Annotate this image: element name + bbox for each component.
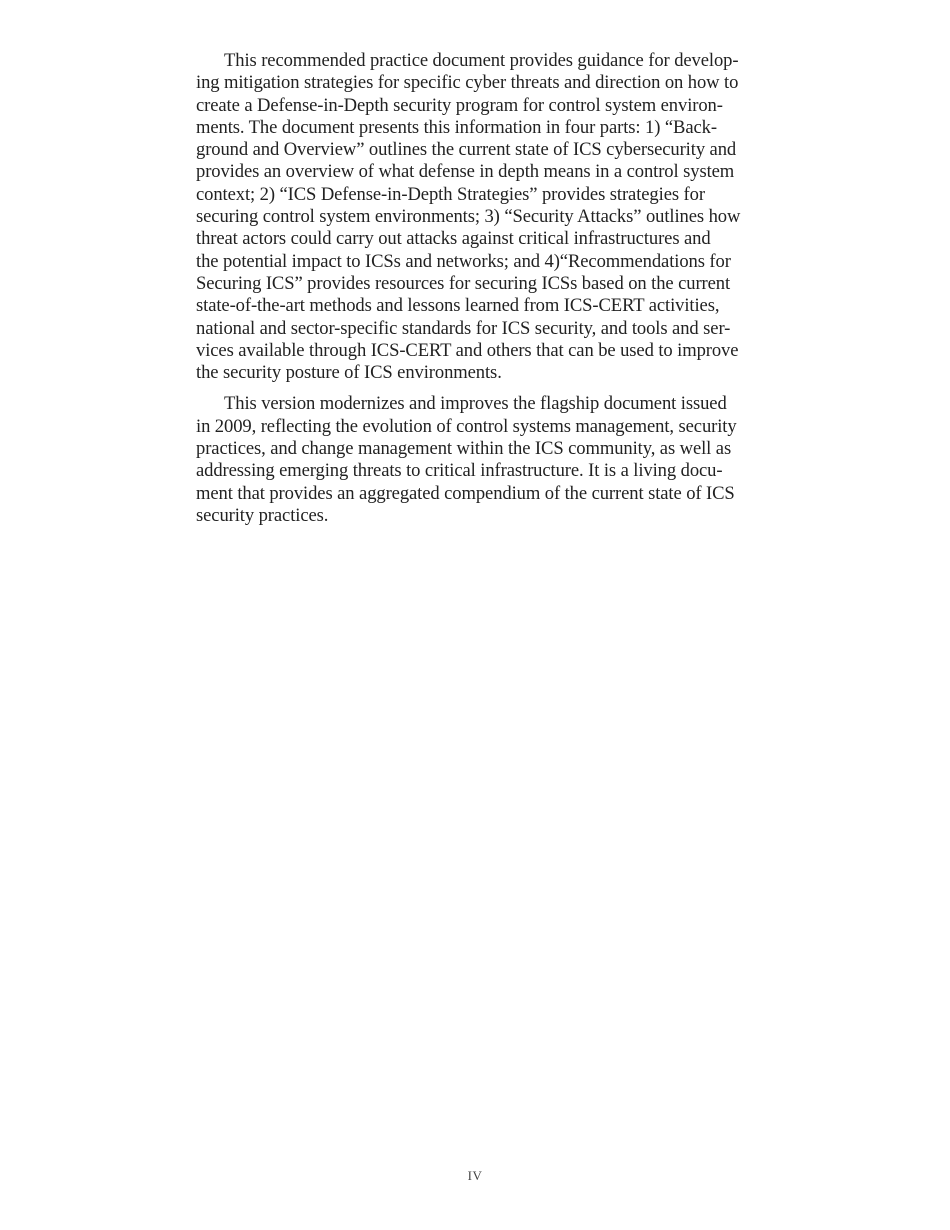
text-line: the potential impact to ICSs and networks; and 4)“Recommendations for xyxy=(196,250,731,272)
text-line: ment that provides an aggregated compendium of the current state of ICS xyxy=(196,482,735,504)
text-line: create a Defense-in-Depth security program for control system environ- xyxy=(196,94,723,116)
text-line: state-of-the-art methods and lessons learned from ICS-CERT activities, xyxy=(196,295,720,317)
text-line: This version modernizes and improves the flagship document issued xyxy=(224,393,727,415)
paragraph-spacer xyxy=(196,384,748,393)
text-line: Securing ICS” provides resources for securing ICSs based on the current xyxy=(196,272,731,294)
text-line: ing mitigation strategies for specific cyber threats and direction on how to xyxy=(196,72,739,94)
text-line: security practices. xyxy=(196,504,329,526)
paragraph-overview xyxy=(196,50,748,384)
text-line: in 2009, reflecting the evolution of control systems management, security xyxy=(196,415,737,437)
text-line: vices available through ICS-CERT and others that can be used to improve xyxy=(196,339,739,361)
text-line: addressing emerging threats to critical infrastructure. It is a living docu- xyxy=(196,460,723,482)
text-line: the security posture of ICS environments. xyxy=(196,362,502,384)
text-line: national and sector-specific standards for ICS security, and tools and ser- xyxy=(196,317,731,339)
paragraph-version-note xyxy=(196,393,748,527)
text-line: provides an overview of what defense in depth means in a control system xyxy=(196,161,735,183)
text-line: ments. The document presents this information in four parts: 1) “Back- xyxy=(196,116,717,138)
text-line: context; 2) “ICS Defense-in-Depth Strategies” provides strategies for xyxy=(196,183,705,205)
text-line: securing control system environments; 3) “Security Attacks” outlines how xyxy=(196,206,741,228)
text-line: ground and Overview” outlines the current state of ICS cybersecurity and xyxy=(196,139,737,161)
text-line: practices, and change management within the ICS community, as well as xyxy=(196,438,732,460)
text-line: This recommended practice document provides guidance for develop- xyxy=(224,50,739,71)
text-line: threat actors could carry out attacks against critical infrastructures and xyxy=(196,228,711,250)
body-text xyxy=(196,50,748,527)
page-number: IV xyxy=(467,1168,483,1183)
